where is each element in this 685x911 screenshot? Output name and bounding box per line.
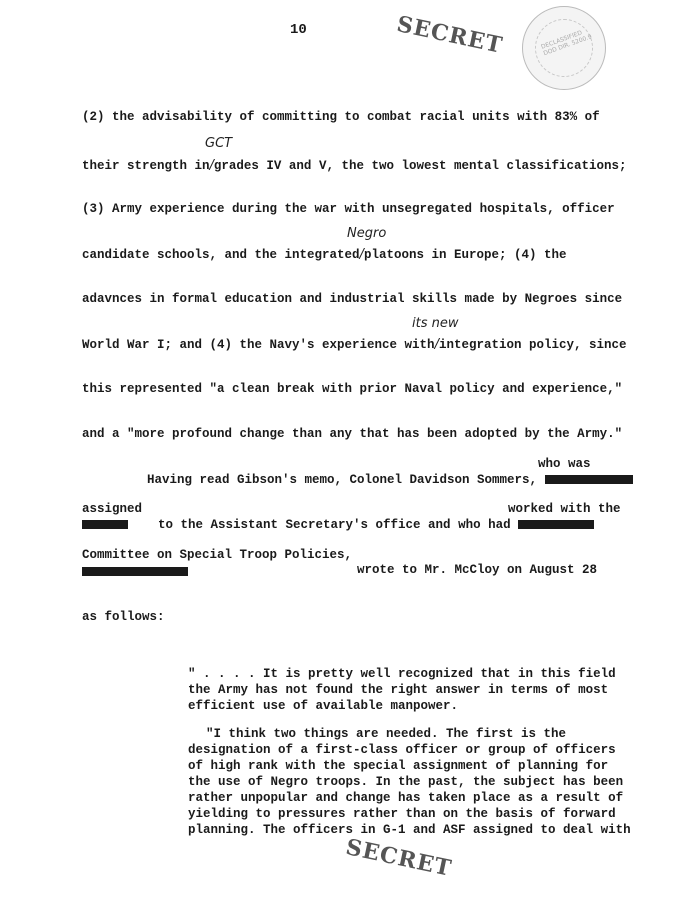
insertion-caret-1: / [209, 158, 214, 173]
secret-stamp-top: SECRET [394, 11, 506, 59]
quote-p1-line-3: efficient use of available manpower. [188, 699, 459, 713]
text-line-5: adavnces in formal education and industrial skills made by Negroes since [82, 292, 623, 306]
quote-p2-line-1: "I think two things are needed. The first is the [206, 727, 567, 741]
text-line-11: Committee on Special Troop Policies, [82, 548, 353, 562]
text-line-3: (3) Army experience during the war with unsegregated hospitals, officer [82, 202, 615, 216]
text-line-7: this represented "a clean break with prior Naval policy and experience," [82, 382, 623, 396]
text-line-2-part-1: their strength in [82, 159, 210, 173]
quote-p2-line-2: designation of a first-class officer or group of officers [188, 743, 616, 757]
text-line-4-part-1: candidate schools, and the integrated [82, 248, 360, 262]
struck-out-text [82, 520, 128, 529]
text-line-2 [82, 158, 627, 173]
struck-out-text [518, 520, 594, 529]
text-line-2-part-2: grades IV and V, the two lowest mental classifications; [213, 159, 627, 173]
text-line-12: as follows: [82, 610, 165, 624]
quote-p2-line-5: rather unpopular and change has taken place as a result of [188, 791, 624, 805]
page-number: 10 [290, 22, 307, 38]
handwritten-its-new: its new [412, 316, 459, 331]
text-line-1: (2) the advisability of committing to combat racial units with 83% of [82, 110, 600, 124]
struck-out-line [82, 565, 188, 579]
insertion-caret-3: / [434, 337, 439, 352]
text-line-9-main: Having read Gibson's memo, Colonel Davidson Sommers, [147, 473, 538, 487]
interlinear-who-was: who was [538, 457, 591, 471]
interlinear-assigned: assigned [82, 502, 143, 516]
text-line-6 [82, 337, 626, 352]
struck-out-text [545, 475, 633, 484]
interlinear-worked-with-the: worked with the [508, 502, 621, 516]
text-line-6-part-1: World War I; and (4) the Navy's experience with [82, 338, 435, 352]
text-line-8: and a "more profound change than any that has been adopted by the Army." [82, 427, 623, 441]
handwritten-negro: Negro [347, 226, 387, 241]
handwritten-gct: GCT [205, 136, 233, 151]
seal-text: DECLASSIFIED DOD DIR. 5200.9 [540, 29, 593, 58]
secret-stamp-bottom: SECRET [343, 834, 455, 882]
quote-p1-line-2: the Army has not found the right answer in terms of most [188, 683, 609, 697]
insertion-caret-2: / [359, 247, 364, 262]
struck-out-text [82, 567, 188, 576]
text-line-4-part-2: platoons in Europe; (4) the [363, 248, 567, 262]
declassification-seal [522, 6, 606, 90]
quote-p2-line-7: planning. The officers in G-1 and ASF assigned to deal with [188, 823, 631, 837]
text-line-11b: wrote to Mr. McCloy on August 28 [357, 563, 598, 577]
text-line-10 [82, 518, 594, 532]
quote-p2-line-6: yielding to pressures rather than on the basis of forward [188, 807, 616, 821]
quote-p1-line-1: " . . . . It is pretty well recognized that in this field [188, 667, 616, 681]
text-line-9 [147, 473, 633, 487]
quote-p2-line-3: of high rank with the special assignment of planning for [188, 759, 609, 773]
quote-p2-line-4: the use of Negro troops. In the past, the subject has been [188, 775, 624, 789]
text-line-6-part-2: integration policy, since [438, 338, 627, 352]
text-line-4 [82, 247, 566, 262]
text-line-10-main: to the Assistant Secretary's office and who had [158, 518, 511, 532]
